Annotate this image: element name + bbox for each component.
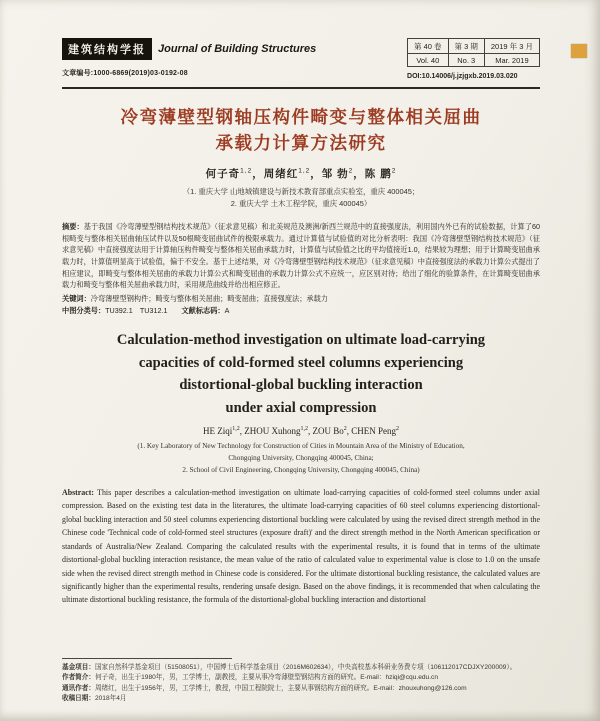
footnote-author-bio: 作者简介：何子奇，出生于1980年，男，工学博士，副教授，主要从事冷弯薄壁型钢结构方面的研究。E-mail：hziqi@cqu.edu.cn <box>62 674 438 682</box>
issue-vol-en: Vol. 40 <box>408 54 449 67</box>
author-en: CHEN Peng$^2$ <box>351 426 399 437</box>
issue-date-cn: 2019 年 3 月 <box>484 39 539 54</box>
doc-code-label: 文献标志码： <box>181 306 225 316</box>
journal-header-right <box>407 38 540 80</box>
keywords-cn-label: 关键词： <box>62 293 91 303</box>
affiliation-cn-line2: 2. 重庆大学 土木工程学院，重庆 400045） <box>230 198 372 208</box>
author-en: ZHOU Xuhong$^{1,2}$, <box>244 426 313 437</box>
journal-name-row <box>62 38 316 60</box>
footnote-funding: 基金项目：国家自然科学基金项目（51508051），中国博士后科学基金项目（2016M602634），中央高校基本科研业务费专项（106112017CDJXY200009）。 <box>62 663 517 671</box>
author-en: HE Ziqi$^{1,2}$, <box>203 426 245 437</box>
paper-title-en <box>62 329 540 419</box>
journal-name-cn: 建筑结构学报 <box>62 38 152 60</box>
article-number: 文章编号:1000-6869(2019)03-0192-08 <box>62 70 188 77</box>
paper-title-cn-line1: 冷弯薄壁型钢轴压构件畸变与整体相关屈曲 <box>120 107 482 127</box>
abstract-en-label: Abstract: <box>62 487 94 497</box>
paper-title-en-line4: under axial compression <box>225 399 377 416</box>
journal-name-en: Journal of Building Structures <box>158 43 317 55</box>
clc-value: TU392.1 TU312.1 <box>105 306 168 316</box>
journal-header-left <box>62 38 316 78</box>
affiliation-en <box>62 441 540 477</box>
issue-row-cn <box>408 39 540 54</box>
header-divider <box>62 87 540 89</box>
paper-title-en-line3: distortional-global buckling interaction <box>179 377 423 394</box>
issue-info-table <box>407 38 540 67</box>
footnotes <box>62 658 540 711</box>
paper-title-cn <box>62 104 540 157</box>
authors-en <box>62 426 540 436</box>
affiliation-cn <box>62 186 540 210</box>
affiliation-en-line2: Chongqing University, Chongqing 400045, China; <box>228 454 374 463</box>
author-en: ZOU Bo$^2$, <box>312 426 352 437</box>
issue-no-cn: 第 3 期 <box>448 39 484 54</box>
issue-no-en: No. 3 <box>448 54 484 67</box>
doi-label: DOI:10.14006/j.jzjgxb.2019.03.020 <box>407 73 518 80</box>
issue-date-en: Mar. 2019 <box>484 54 539 67</box>
issue-corner-tag <box>571 44 587 58</box>
clc-line <box>62 306 540 316</box>
affiliation-en-line3: 2. School of Civil Engineering, Chongqing University, Chongqing 400045, China) <box>182 466 420 475</box>
journal-header <box>62 38 540 80</box>
clc-label: 中图分类号： <box>62 306 106 316</box>
footnote-divider <box>62 658 232 659</box>
author-cn: 邹 勃$^2$， <box>321 167 365 180</box>
authors-cn <box>62 166 540 181</box>
abstract-en-text: This paper describes a calculation-method investigation on ultimate load-carrying capacities of cold-formed steel columns under axial compression. Based on the existing test data in the literatures, the ultimate load-carrying capacities of 60 steel columns experiencing distortional-global buckling interaction and 50 steel columns experiencing distortional buckling were calculated by using the revised direct strength method in the Chinese code 'Technical code of cold-formed steel structures (exposure draft)' and the direct strength method in the North American specification or standards of Australia/New Zealand. Comparing the calculated results with the experimental results, it is found that in terms of the ultimate distortional-global buckling interaction resistance, the mean value of the ratio of calculated value to experimental value is close to 1.0 on the unsafe side when the revised direct strength method in Chinese code is considered. For the ultimate distortional buckling resistance, the calculated values are significantly higher than the experimental results, rendering unsafe design. Based on the above findings, it is recommended that when calculating the ultimate distortional buckling resistance, the formula of the distortional-global buckling interaction and distortional <box>62 487 540 605</box>
abstract-cn <box>62 221 540 291</box>
abstract-cn-text: 基于我国《冷弯薄壁型钢结构技术规范》（征求意见稿）和北美规范及澳洲/新西兰规范中的直接强度法，利用国内外已有的试验数据，计算了60根畸变与整体相关屈曲轴压试件以及50根畸变屈曲试件的极限承载力。通过计算值与试验值的对比分析表明：我国《冷弯薄壁型钢结构技术规范》（征求意见稿）中直接强度法用于计算轴压构件畸变与整体相关屈曲承载力时，计算值与试验值之比的平均值接近1.0，结果较为理想；用于计算畸变屈曲承载力时，计算值明显高于试验值，偏于不安全。基于上述结果，对《冷弯薄壁型钢结构技术规范》（征求意见稿）中直接强度法的承载力计算公式提出了相应建议，即畸变与整体相关屈曲的承载力计算公式和畸变屈曲的承载力计算公式不应统一，应区别对待；给出了细化的验算条件，在计算畸变屈曲承载力和畸变与整体相关屈曲承载力时，采用规范曲线并给出相应修正。 <box>62 221 540 290</box>
paper-title-en-line2: capacities of cold-formed steel columns experiencing <box>138 354 464 371</box>
paper-title-cn-line2: 承载力计算方法研究 <box>215 133 387 154</box>
footnote-corresponding-author: 通讯作者：周绪红，出生于1956年，男，工学博士，教授，中国工程院院士，主要从事钢结构方面的研究。E-mail：zhouxuhong@126.com <box>62 684 467 692</box>
author-cn: 陈 鹏$^2$ <box>364 167 397 180</box>
paper-title-en-line1: Calculation-method investigation on ultimate load-carrying <box>116 332 486 349</box>
abstract-en <box>62 486 540 607</box>
footnote-received-date: 收稿日期：2018年4月 <box>62 695 127 703</box>
issue-row-en <box>408 54 540 67</box>
author-cn: 周绪红$^{1,2}$， <box>263 167 322 180</box>
keywords-cn-text: 冷弯薄壁型钢构件；畸变与整体相关屈曲；畸变屈曲；直接强度法；承载力 <box>90 293 328 303</box>
abstract-cn-label: 摘要： <box>62 221 84 231</box>
author-cn: 何子奇$^{1,2}$， <box>205 167 264 180</box>
issue-vol-cn: 第 40 卷 <box>408 39 449 54</box>
affiliation-cn-line1: （1. 重庆大学 山地城镇建设与新技术教育部重点实验室，重庆 400045； <box>182 186 420 196</box>
doc-code-value: A <box>224 306 230 316</box>
keywords-cn <box>62 293 540 305</box>
affiliation-en-line1: (1. Key Laboratory of New Technology for Construction of Cities in Mountain Area of the Ministry of Education, <box>137 442 465 451</box>
